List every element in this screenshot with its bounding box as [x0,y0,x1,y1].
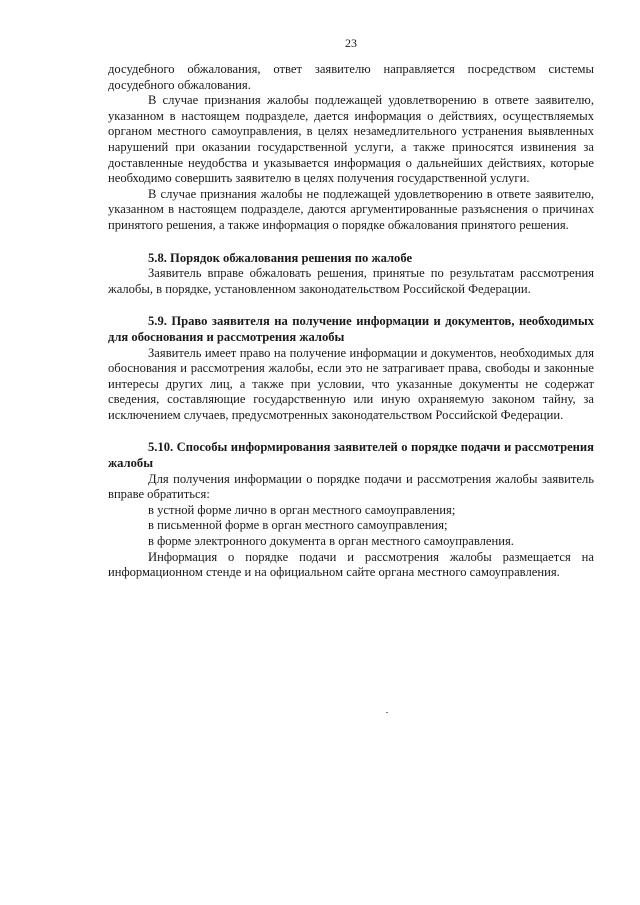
paragraph-info-placement: Информация о порядке подачи и рассмотрения жалобы размещается на информационном стенде и на официальном сайте органа местного самоуправления. [108,549,594,580]
list-item-written: в письменной форме в орган местного самоуправления; [148,518,448,533]
section-heading-5-9: 5.9. Право заявителя на получение информации и документов, необходимых для обоснования и рассмотрения жалобы [108,314,594,344]
page-number: 23 [345,36,357,50]
paragraph-complaint-satisfied: В случае признания жалобы подлежащей удовлетворению в ответе заявителю, указанном в настоящем подразделе, дается информация о действиях, осуществляемых органом местного самоуправления, в целях незамедлительного устранения выявленных нарушений при оказании государственной услуги, а также приносятся извинения за доставленные неудобства и указывается информация о дальнейших действиях, которые необходимо совершить заявителю в целях получения государственной услуги. [108,93,594,186]
section-heading-5-8: 5.8. Порядок обжалования решения по жалобе [148,250,413,265]
paragraph-info-ways-intro: Для получения информации о порядке подачи и рассмотрения жалобы заявитель вправе обратиться: [108,471,594,502]
section-heading-5-10: 5.10. Способы информирования заявителей о порядке подачи и рассмотрения жалобы [108,440,594,471]
paragraph-continuation: досудебного обжалования, ответ заявителю направляется посредством системы досудебного обжалования. [108,62,594,92]
paragraph-info-right: Заявитель имеет право на получение информации и документов, необходимых для обоснования и рассмотрения жалобы, если это не затрагивает права, свободы и законные интересы других лиц, а также при условии, что указанные документы не содержат сведения, составляющие государственную или иную охраняемую законом тайну, за исключением случаев, предусмотренных законодательством Российской Федерации. [108,345,594,422]
scan-speck [386,712,388,713]
paragraph-complaint-rejected: В случае признания жалобы не подлежащей удовлетворению в ответе заявителю, указанном в настоящем подразделе, даются аргументированные разъяснения о причинах принятого решения, а также информация о порядке обжалования принятого решения. [108,186,594,232]
paragraph-appeal-right: Заявитель вправе обжаловать решения, принятые по результатам рассмотрения жалобы, в порядке, установленном законодательством Российской Федерации. [108,266,594,296]
list-item-oral: в устной форме лично в орган местного самоуправления; [148,502,456,517]
list-item-electronic: в форме электронного документа в орган местного самоуправления. [148,534,514,549]
